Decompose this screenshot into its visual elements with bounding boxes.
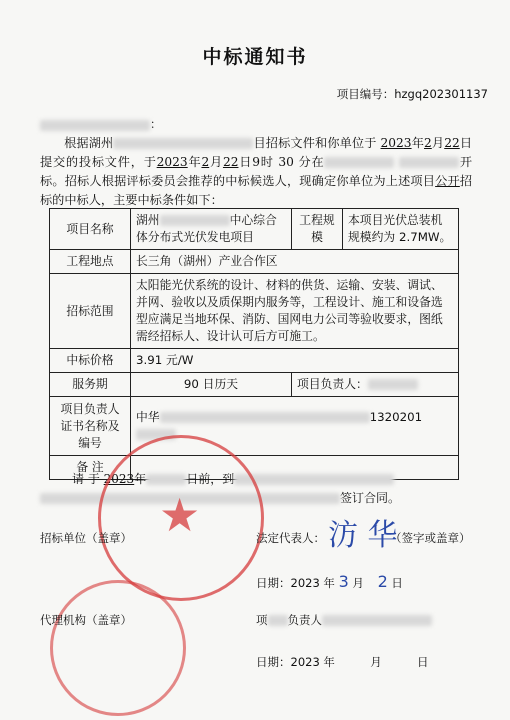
redaction-bar xyxy=(322,615,432,626)
redaction-bar xyxy=(324,157,394,168)
period-value: 90 日历天 xyxy=(131,373,292,397)
project-number: 项目编号：hzgq202301137 xyxy=(336,87,488,101)
date2 xyxy=(256,654,429,670)
award-conditions-table xyxy=(49,208,459,480)
redaction-bar xyxy=(113,138,253,149)
scale-label: 工程规模 xyxy=(292,209,343,250)
redaction-bar xyxy=(160,215,230,226)
agency-seal xyxy=(50,580,186,716)
para-text: 根据湖州 xyxy=(64,136,114,150)
submit-year: 2023 xyxy=(380,136,412,150)
date1-month-unit: 月 xyxy=(352,576,364,590)
sign-or-seal-label: （签字或盖章） xyxy=(390,531,471,545)
legal-rep-label: 法定代表人： xyxy=(256,531,325,545)
agency-label: 代理机构（盖章） xyxy=(40,613,132,627)
table-row xyxy=(50,397,459,456)
project-name-label: 项目名称 xyxy=(50,209,131,250)
cert-tail: 1320201 xyxy=(369,410,423,424)
date2-day: 日 xyxy=(417,655,429,669)
location-label: 工程地点 xyxy=(50,250,131,274)
date1-month: 3 xyxy=(338,572,349,591)
redaction-bar xyxy=(160,412,370,423)
open-month: 2 xyxy=(201,155,210,169)
scale-value: 本项目光伏总装机规模约为 2.7MW。 xyxy=(343,209,459,250)
table-row xyxy=(50,373,459,397)
footer-text: 年 xyxy=(134,472,147,486)
para-text: 9时 30 分在 xyxy=(252,155,325,169)
tender-type: 公开 xyxy=(435,174,460,188)
project-name-part: 湖州 xyxy=(136,213,160,227)
table-row xyxy=(50,209,459,250)
table-row xyxy=(50,274,459,349)
redaction-bar xyxy=(368,379,418,390)
manager-label: 项目负责人 xyxy=(297,377,356,391)
addressee-redacted: ： xyxy=(40,116,162,132)
footer-year: 2023 xyxy=(103,472,135,486)
date1-day: 2 xyxy=(377,572,388,591)
project-name-value xyxy=(131,209,292,250)
redaction-bar xyxy=(234,474,394,485)
date1-label: 日期：2023 年 xyxy=(256,576,335,590)
project-lead xyxy=(256,612,432,628)
cert-prefix: 中华 xyxy=(136,410,160,424)
period-label: 服务期 xyxy=(50,373,131,397)
project-lead-prefix: 项 xyxy=(256,613,268,627)
date1-day-unit: 日 xyxy=(391,576,403,590)
handwritten-signature: 汸 华 xyxy=(328,518,398,553)
open-day: 22 xyxy=(222,155,239,169)
date2-month: 月 xyxy=(370,655,382,669)
redaction-bar xyxy=(40,120,150,131)
manager-cell: 项目负责人： xyxy=(292,373,459,397)
tenderer-label: 招标单位（盖章） xyxy=(40,531,132,545)
document-title: 中标通知书 xyxy=(202,46,308,68)
date2-label: 日期：2023 年 xyxy=(256,655,335,669)
project-name-part: 中心综合体分布式光伏发电项目 xyxy=(136,213,277,244)
project-lead-label: 负责人 xyxy=(287,613,322,627)
redaction-bar xyxy=(268,615,288,626)
table-row xyxy=(50,250,459,274)
date1 xyxy=(256,572,403,591)
table-row xyxy=(50,349,459,373)
redaction-bar xyxy=(399,157,459,168)
para-text: 提交的投标文件，于 xyxy=(40,155,157,169)
scope-value: 太阳能光伏系统的设计、材料的供货、运输、安装、调试、并网、验收以及质保期内服务等，工程设计、施工和设备选型应满足当地环保、消防、国网电力公司等验收要求，图纸需经招标人、设计认可后方可施工。 xyxy=(131,274,459,349)
tenderer-seal xyxy=(98,435,264,601)
para-text: 目招标文件和你单位于 xyxy=(253,136,377,150)
footer-text: 签订合同。 xyxy=(340,491,401,505)
price-value: 3.91 元/W xyxy=(131,349,459,373)
footer-text: 请 于 xyxy=(72,472,100,486)
para-text: 招标的中标人，主要中标条件如下： xyxy=(40,174,473,207)
note-label: 备 注 xyxy=(50,456,131,480)
para-text: 开标。招标人根据评标委员会推荐的中标候选人，现确定你单位为上述项目 xyxy=(40,155,473,188)
open-year: 2023 xyxy=(156,155,188,169)
submit-month: 2 xyxy=(424,136,432,150)
scope-label: 招标范围 xyxy=(50,274,131,349)
price-label: 中标价格 xyxy=(50,349,131,373)
submit-day: 22 xyxy=(444,136,460,150)
notice-paragraph: 根据湖州 目招标文件和你单位于 2023年2月22日提交的投标文件，于2023年2月22日9时 30 分在 开标。招标人根据评标委员会推荐的中标候选人，现确定你单位为上述项目公开招标的中标人，主要中标条件如下： xyxy=(40,136,473,207)
seal-star-icon: ★ xyxy=(159,488,201,542)
location-value: 长三角（湖州）产业合作区 xyxy=(131,250,459,274)
footer-text: 日前，到 xyxy=(186,472,235,486)
cert-label: 项目负责人证书名称及编号 xyxy=(50,397,131,456)
